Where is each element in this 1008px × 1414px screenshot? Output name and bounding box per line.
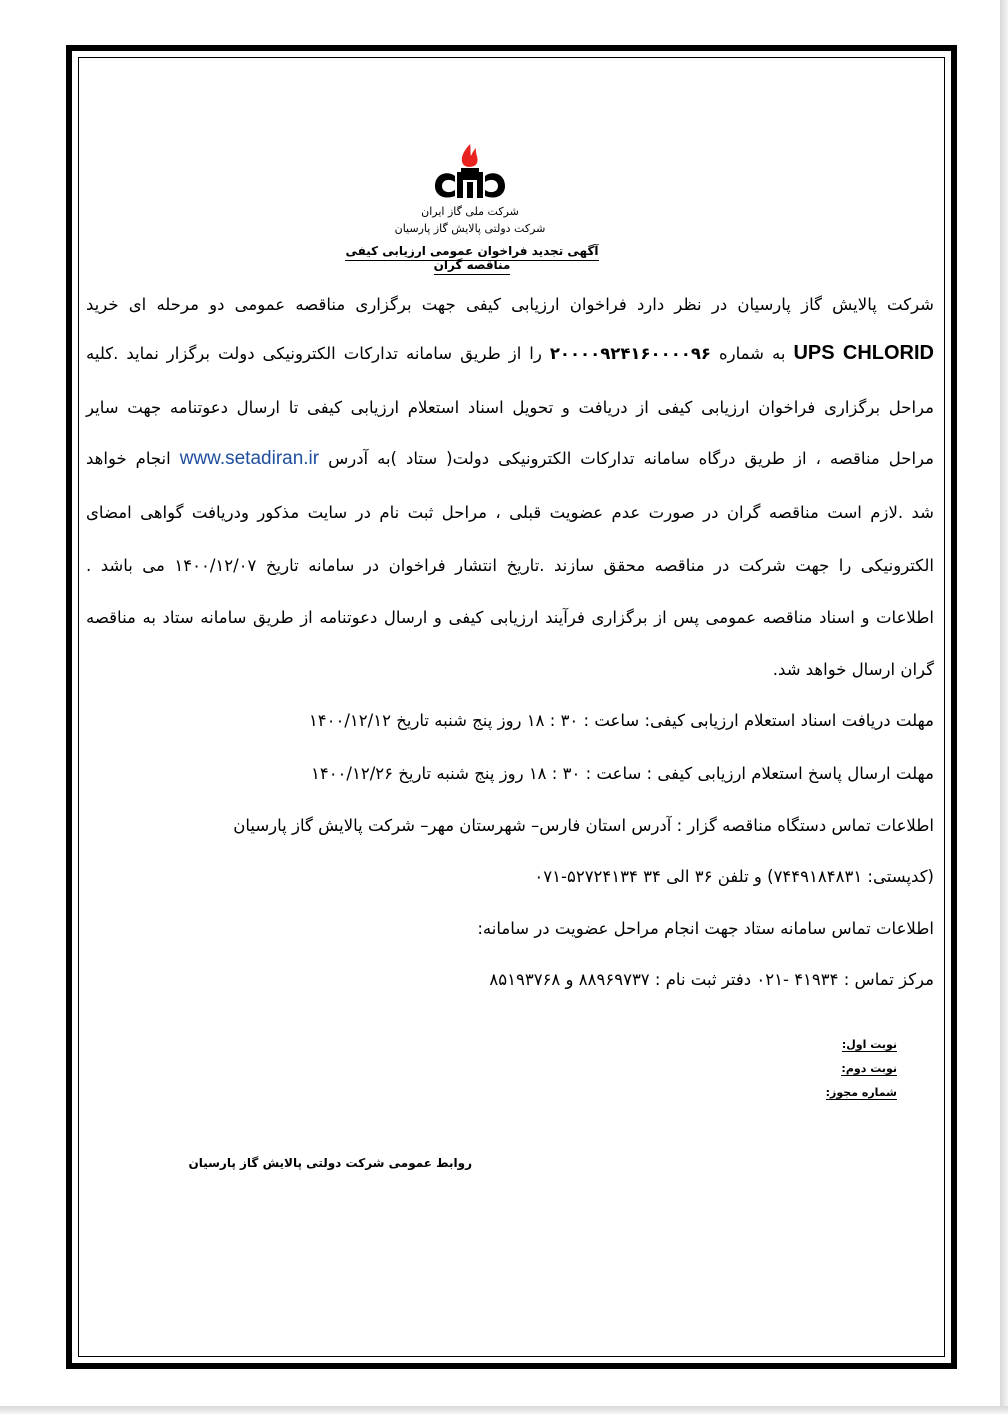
note-permit-number: شماره مجوز:: [825, 1086, 897, 1099]
setad-contact-title: اطلاعات تماس سامانه ستاد جهت انجام مراحل عضویت در سامانه:: [477, 919, 934, 938]
note-first-publication: نوبت اول:: [841, 1038, 897, 1051]
body-line-2: [86, 342, 934, 365]
nigc-logo-icon: [427, 142, 513, 206]
contact-postal-phone: (کدپستی: ۷۴۴۹۱۸۴۸۳۱) و تلفن ۳۶ الی ۳۴ ۵۲۷۲۴۱۳۴-۰۷۱: [534, 867, 934, 886]
company-name-parsian: شرکت دولتی پالایش گاز پارسیان: [394, 222, 546, 235]
body-line-1: شرکت پالایش گاز پارسیان در نظر دارد فراخوان ارزیابی کیفی جهت برگزاری مناقصه عمومی دو مرحله ای خرید: [86, 295, 934, 314]
body-line-2-rest: را از طریق سامانه تدارکات الکترونیکی دولت برگزار نماید .کلیه: [86, 344, 542, 363]
setadiran-link[interactable]: www.setadiran.ir: [179, 448, 320, 469]
notice-title: آگهی تجدید فراخوان عمومی ارزیابی کیفی مناقصه گران: [322, 244, 622, 272]
body-line-5: شد .لازم است مناقصه گران در صورت عدم عضویت قبلی ، مراحل ثبت نام در سایت مذکور ودریافت گواهی امضای: [86, 503, 934, 522]
body-line-4-start: مراحل مناقصه ، از طریق درگاه سامانه تدارکات الکترونیکی دولت( ستاد )به آدرس: [328, 449, 934, 468]
body-line-4: [86, 448, 934, 470]
contact-address: اطلاعات تماس دستگاه مناقصه گزار : آدرس استان فارس– شهرستان مهر– شرکت پالایش گاز پارسیان: [233, 816, 934, 835]
body-line-8: گران ارسال خواهد شد.: [772, 660, 934, 679]
body-line-3: مراحل برگزاری فراخوان ارزیابی کیفی از دریافت و تحویل اسناد استعلام ارزیابی کیفی تا ارسال دعوتنامه جهت سایر: [86, 398, 934, 417]
body-line-6: الکترونیکی را جهت شرکت در مناقصه محقق سازند .تاریخ انتشار فراخوان در سامانه تاریخ ۱۴۰۰/۱۲/۰۷ می باشد .: [86, 556, 934, 575]
deadline-receive-documents: مهلت دریافت اسناد استعلام ارزیابی کیفی: ساعت : ۳۰ : ۱۸ روز پنج شنبه تاریخ ۱۴۰۰/۱۲/۱۲: [308, 711, 934, 730]
flame-icon: [462, 144, 478, 167]
tender-number-label: به شماره: [718, 344, 786, 363]
page-shadow-right: [1000, 0, 1008, 1414]
page-shadow-bottom: [0, 1406, 1008, 1414]
setad-contact-phones: مرکز تماس : ۴۱۹۳۴ -۰۲۱ دفتر ثبت نام : ۸۸۹۶۹۷۳۷ و ۸۵۱۹۳۷۶۸: [489, 970, 934, 989]
deadline-send-response: مهلت ارسال پاسخ استعلام ارزیابی کیفی : ساعت : ۳۰ : ۱۸ روز پنج شنبه تاریخ ۱۴۰۰/۱۲/۲۶: [310, 764, 934, 783]
product-name: UPS CHLORID: [793, 342, 934, 364]
company-name-nigc: شرکت ملی گاز ایران: [421, 205, 519, 218]
footer-public-relations: روابط عمومی شرکت دولتی پالایش گاز پارسیان: [188, 1156, 472, 1170]
tender-number: ۲۰۰۰۰۹۲۴۱۶۰۰۰۰۹۶: [549, 344, 711, 363]
note-second-publication: نوبت دوم:: [841, 1062, 897, 1075]
body-line-4-end: انجام خواهد: [86, 449, 171, 468]
body-line-7: اطلاعات و اسناد مناقصه عمومی پس از برگزاری فرآیند ارزیابی کیفی و ارسال دعوتنامه از طریق سامانه ستاد به مناقصه: [86, 608, 934, 627]
